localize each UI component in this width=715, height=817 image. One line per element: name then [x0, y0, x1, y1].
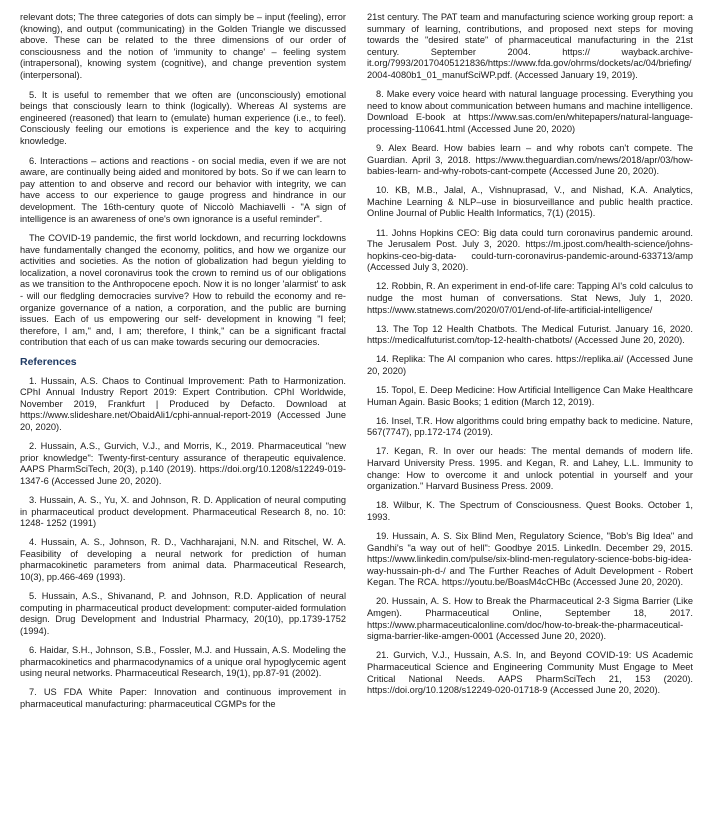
reference-item: 15. Topol, E. Deep Medicine: How Artificial Intelligence Can Make Healthcare Human Again. Basic Books; 1 edition (March 12, 2019).: [367, 385, 693, 407]
left-column: [20, 12, 346, 718]
body-paragraph: 5. It is useful to remember that we often are (unconsciously) emotional beings that consciously learn to think (logically). Whereas AI systems are engineered (reasoned) that learn to (emulate) human experience (i.e., to feel). Consciously feeling our emotions is experience and the key to acquiring knowledge.: [20, 89, 346, 146]
reference-item: 16. Insel, T.R. How algorithms could bring empathy back to medicine. Nature, 567(7747), pp.172-174 (2019).: [367, 415, 693, 438]
reference-item: 6. Haidar, S.H., Johnson, S.B., Fossler, M.J. and Hussain, A.S. Modeling the pharmacokinetics and pharmacodynamics of a unique oral hypoglycemic agent using neural networks. Pharmaceutical Research, 19(1), pp.87-91 (2002).: [20, 645, 346, 679]
reference-item: 14. Replika: The AI companion who cares. https://replika.ai/ (Accessed June 20, 2020): [367, 354, 693, 376]
reference-item: 21. Gurvich, V.J., Hussain, A.S. In, and Beyond COVID-19: US Academic Pharmaceutical Science and Engineering Community Must Engage to Meet Critical National Needs. AAPS PharmSciTech 21, 153 (2020). https://doi.org/10.1208/s12249-020-01718-9 (Accessed June 20, 2020).: [367, 650, 693, 696]
reference-item: 4. Hussain, A. S., Johnson, R. D., Vachharajani, N.N. and Ritschel, W. A. Feasibility of developing a neural network for prediction of human pharmacokinetic parameters from animal data. Pharmaceutical Research, 10(3), pp.466-469 (1993).: [20, 537, 346, 583]
reference-item: 13. The Top 12 Health Chatbots. The Medical Futurist. January 16, 2020. https://medicalfuturist.com/top-12-health-chatbots/ (Accessed June 20, 2020).: [367, 323, 693, 346]
reference-item: 17. Kegan, R. In over our heads: The mental demands of modern life. Harvard University Press. 1995. and Kegan, R. and Lahey, L.L. Immunity to change: How to overcome it and unlock potential in yourself and your organization." Harvard Business Press. 2009.: [367, 446, 693, 492]
reference-item: 12. Robbin, R. An experiment in end-of-life care: Tapping AI's cold calculus to nudge the most human of conversations. Stat News, July 1, 2020. https://www.statnews.com/2020/07/01/end-of-life-artificial-intelligence/: [367, 281, 693, 315]
references-heading: References: [20, 356, 77, 369]
body-paragraph: 6. Interactions – actions and reactions - on social media, even if we are not aware, are continually being aided and monitored by bots. So if we can learn to pay attention to and observe and record our behavior with integrity, we can have access to our experience to gauge progress and hindrance in our development. The 16th-century quote of Niccolò Machiavelli - "A sign of intelligence is an awareness of one's own ignorance is a useful reminder".: [20, 155, 346, 224]
reference-item: 9. Alex Beard. How babies learn – and why robots can't compete. The Guardian. April 3, 2018. https://www.theguardian.com/news/2018/apr/03/how-babies-learn- and-why-robots-cant-compete (Accessed June 20, 2020).: [367, 142, 693, 177]
reference-item-continued: 21st century. The PAT team and manufacturing science working group report: a summary of learning, contributions, and proposed next steps for moving towards the "desired state" of pharmaceutical manufacturing in the 21st century. September 2004. https:// wayback.archive- it.org/7993/20170405121836/https://www.fda.gov/ohrms/dockets/ac/04/briefing/2004-4080b1_01_manufSciWP.pdf. (Accessed January 19, 2019).: [367, 12, 693, 80]
reference-item: 20. Hussain, A. S. How to Break the Pharmaceutical 2-3 Sigma Barrier (Like Amgen). Pharmaceutical Online, September 18, 2017. https://www.pharmaceuticalonline.com/doc/how-to-break-the-pharmaceutical-sigma-barrier-like-amgen-0001 (Accessed June 20, 2020).: [367, 596, 693, 642]
reference-item: 18. Wilbur, K. The Spectrum of Consciousness. Quest Books. October 1, 1993.: [367, 500, 693, 522]
reference-item: 11. Johns Hopkins CEO: Big data could turn coronavirus pandemic around. The Jerusalem Post. July 3, 2020. https://m.jpost.com/health-science/johns-hopkins-ceo-big-data- could-turn-coronavirus-pandemic-around-633713/amp (Accessed July 3, 2020).: [367, 227, 693, 273]
right-column: [367, 12, 693, 704]
reference-item: 5. Hussain, A.S., Shivanand, P. and Johnson, R.D. Application of neural computing in pharmaceutical product development: computer-aided formulation design. Drug Development and Industrial Pharmacy, 20(10), pp.1739-1752 (1994).: [20, 591, 346, 636]
reference-item: 19. Hussain, A. S. Six Blind Men, Regulatory Science, "Bob's Big Idea" and Gandhi's "a way out of hell": Goodbye 2015. LinkedIn. December 29, 2015. https://www.linkedin.com/pulse/six-blind-men-regulatory-science-bobs-big-idea- way-hussain-ph-d-/ and The Further Reaches of Adult Development - Robert Kegan. The RCA. https://youtu.be/BoasM4cCHBc (Accessed June 20, 2020).: [367, 530, 693, 588]
reference-item: 8. Make every voice heard with natural language processing. Everything you need to know about communication between humans and machine intelligence. Download E-book at https://www.sas.com/en/whitepapers/natural-language-processing-110641.html (Accessed June 20, 2020): [367, 89, 693, 134]
reference-item: 2. Hussain, A.S., Gurvich, V.J., and Morris, K., 2019. Pharmaceutical "new prior knowledge": Twenty-first-century assurance of therapeutic equivalence. AAPS PharmSciTech, 20(3), p.140 (2019). https://doi.org/10.1208/s12249-019-1347-6 (Accessed June 20, 2020).: [20, 441, 346, 486]
reference-item: 10. KB, M.B., Jalal, A., Vishnuprasad, V., and Nishad, K.A. Analytics, Machine Learning & NLP–use in biosurveillance and public health practice. Online Journal of Public Health Informatics, 7(1) (2015).: [367, 185, 693, 219]
reference-item: 1. Hussain, A.S. Chaos to Continual Improvement: Path to Harmonization. CPhI Annual Industry Report 2019: Expert Contribution. CPhI Worldwide, November 2019, Frankfurt | Produced by Defacto. Download at https://www.slideshare.net/ObaidAli1/cphi-annual-report-2019 (Accessed June 20, 2020).: [20, 375, 346, 432]
reference-item: 3. Hussain, A. S., Yu, X. and Johnson, R. D. Application of neural computing in pharmaceutical product development. Pharmaceutical Research 8, no. 10: 1248- 1252 (1991): [20, 494, 346, 529]
body-paragraph: The COVID-19 pandemic, the first world lockdown, and recurring lockdowns have fundamentally changed the economy, politics, and how we organize our activities and societies. As the notion of globalization had begun yielding to localization, a novel coronavirus took the crown to remind us of our obligations as we transition to the Anthropocene epoch. Now it is no longer 'alarmist' to ask - will our fledgling democracies survive? How to rebuild the economy and re-organize governance of a nation, a corporation, and the public are burning issues. Each of us empowering our self- development in knowing "I feel; therefore, I am," and, I am; therefore, I think," can be a significant fractal contribution that each of us can make towards securing our democracies.: [20, 233, 346, 348]
body-paragraph: relevant dots; The three categories of dots can simply be – input (feeling), error (knowing), and output (communicating) in the Golden Triangle we discussed above. These can be related to the three dimensions of our order of consciousness and the notion of 'immunity to change' – feeling system (intrapersonal), knowing system (cognitive), and change prevention system (interpersonal).: [20, 12, 346, 80]
reference-item: 7. US FDA White Paper: Innovation and continuous improvement in pharmaceutical manufacturing: pharmaceutical CGMPs for the: [20, 687, 346, 709]
